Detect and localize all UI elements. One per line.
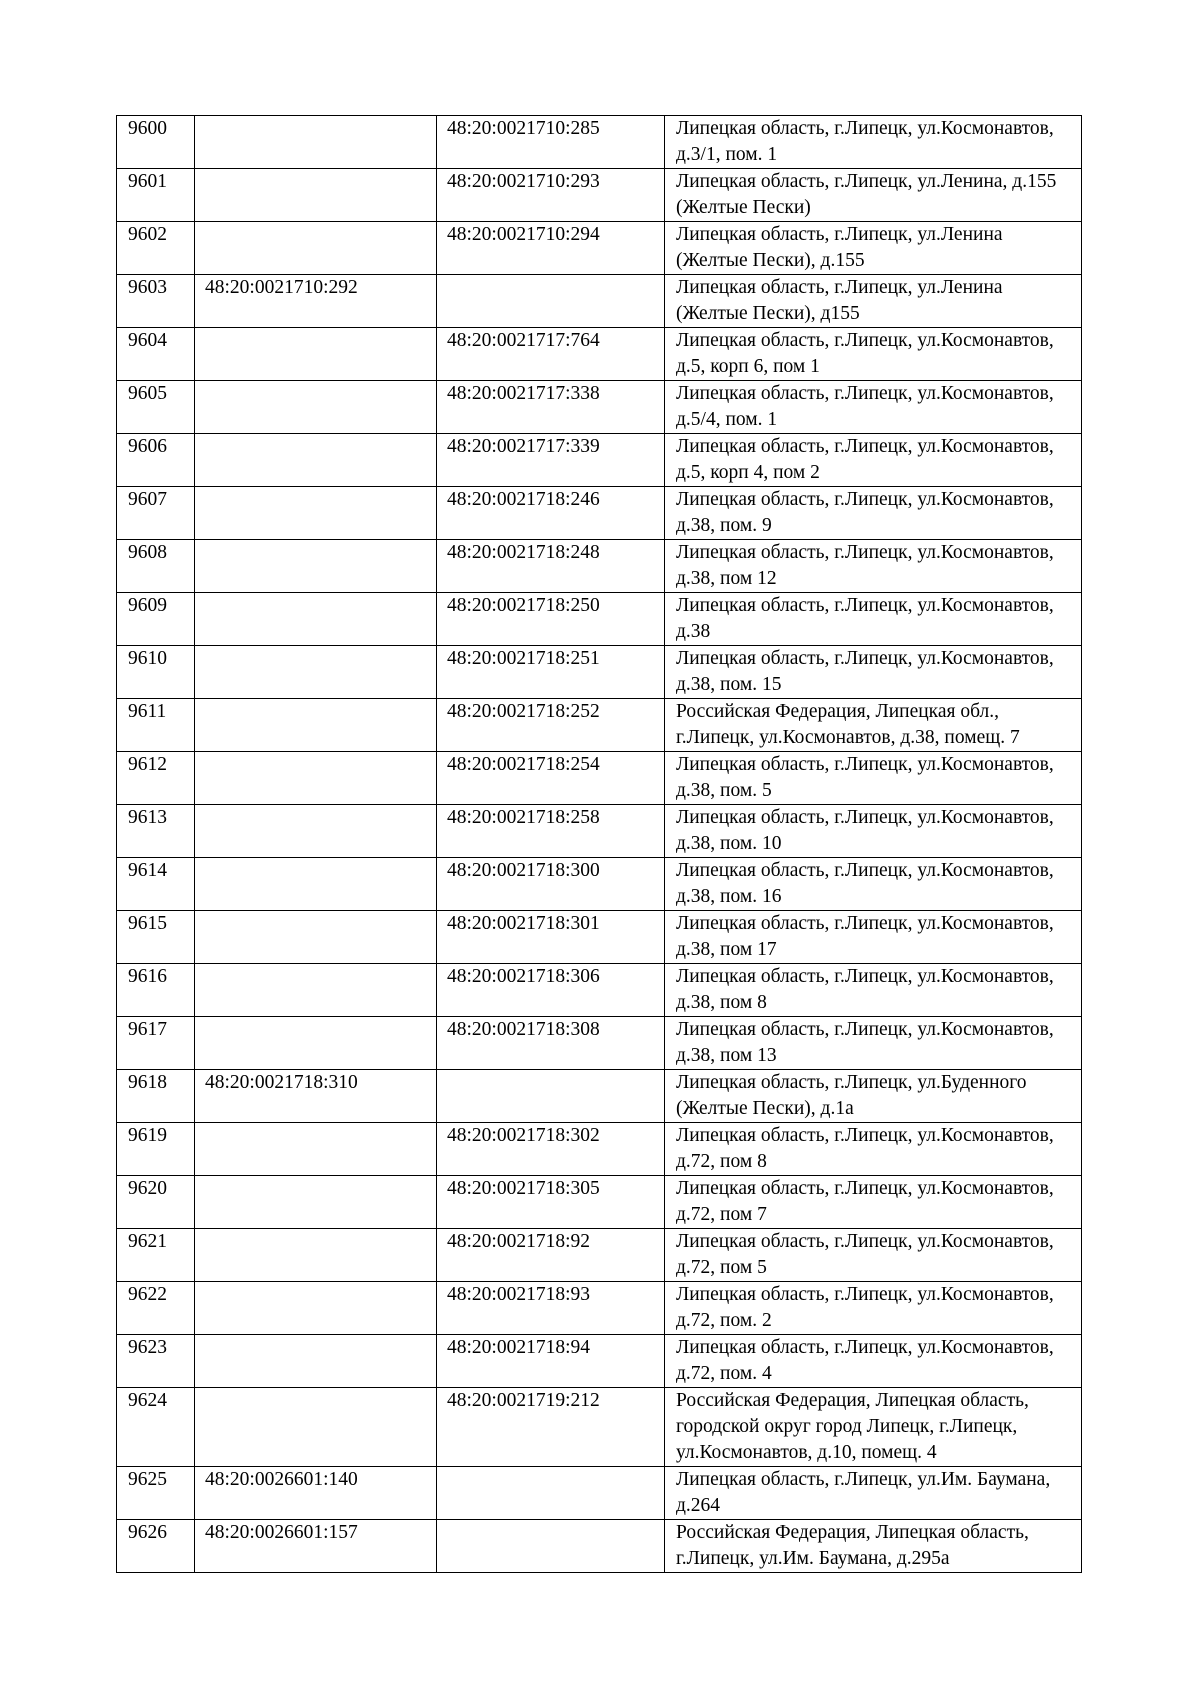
table-row: [117, 1467, 1082, 1520]
row-number-cell: 9620: [117, 1176, 195, 1229]
table-row: [117, 169, 1082, 222]
row-number-cell: 9619: [117, 1123, 195, 1176]
address-cell: Липецкая область, г.Липецк, ул.Им. Баумана, д.264: [665, 1467, 1082, 1520]
row-number-cell: 9617: [117, 1017, 195, 1070]
row-number-cell: 9604: [117, 328, 195, 381]
address-cell: Липецкая область, г.Липецк, ул.Космонавтов, д.38, пом. 15: [665, 646, 1082, 699]
address-cell: Липецкая область, г.Липецк, ул.Космонавтов, д.72, пом. 4: [665, 1335, 1082, 1388]
row-number-cell: 9605: [117, 381, 195, 434]
row-number-cell: 9610: [117, 646, 195, 699]
table-row: [117, 1070, 1082, 1123]
cadastral-number-land-cell: [195, 646, 437, 699]
address-cell: Российская Федерация, Липецкая область, г.Липецк, ул.Им. Баумана, д.295а: [665, 1520, 1082, 1573]
cadastral-number-land-cell: [195, 1282, 437, 1335]
cadastral-number-land-cell: [195, 858, 437, 911]
row-number-cell: 9606: [117, 434, 195, 487]
address-cell: Липецкая область, г.Липецк, ул.Космонавтов, д.72, пом 7: [665, 1176, 1082, 1229]
cadastral-number-land-cell: [195, 434, 437, 487]
cadastral-number-premises-cell: [437, 275, 665, 328]
cadastral-number-premises-cell: 48:20:0021717:338: [437, 381, 665, 434]
row-number-cell: 9612: [117, 752, 195, 805]
table-row: [117, 1388, 1082, 1467]
address-cell: Липецкая область, г.Липецк, ул.Космонавтов, д.38: [665, 593, 1082, 646]
row-number-cell: 9609: [117, 593, 195, 646]
table-row: [117, 911, 1082, 964]
table-row: [117, 752, 1082, 805]
row-number-cell: 9603: [117, 275, 195, 328]
address-cell: Липецкая область, г.Липецк, ул.Ленина (Желтые Пески), д.155: [665, 222, 1082, 275]
row-number-cell: 9615: [117, 911, 195, 964]
cadastral-number-premises-cell: 48:20:0021718:254: [437, 752, 665, 805]
table-row: [117, 434, 1082, 487]
cadastral-number-premises-cell: 48:20:0021718:305: [437, 1176, 665, 1229]
cadastral-number-premises-cell: 48:20:0021710:293: [437, 169, 665, 222]
row-number-cell: 9621: [117, 1229, 195, 1282]
address-cell: Российская Федерация, Липецкая обл., г.Липецк, ул.Космонавтов, д.38, помещ. 7: [665, 699, 1082, 752]
table-row: [117, 222, 1082, 275]
table-row: [117, 116, 1082, 169]
table-row: [117, 1176, 1082, 1229]
registry-table-body: [117, 116, 1082, 1573]
cadastral-number-land-cell: [195, 1335, 437, 1388]
address-cell: Липецкая область, г.Липецк, ул.Космонавтов, д.72, пом. 2: [665, 1282, 1082, 1335]
table-row: [117, 1229, 1082, 1282]
address-cell: Липецкая область, г.Липецк, ул.Ленина (Желтые Пески), д155: [665, 275, 1082, 328]
cadastral-number-premises-cell: 48:20:0021718:246: [437, 487, 665, 540]
cadastral-number-premises-cell: [437, 1070, 665, 1123]
cadastral-number-land-cell: [195, 699, 437, 752]
row-number-cell: 9625: [117, 1467, 195, 1520]
row-number-cell: 9626: [117, 1520, 195, 1573]
cadastral-number-premises-cell: 48:20:0021718:306: [437, 964, 665, 1017]
address-cell: Липецкая область, г.Липецк, ул.Космонавтов, д.38, пом. 9: [665, 487, 1082, 540]
cadastral-number-land-cell: [195, 1388, 437, 1467]
cadastral-number-premises-cell: 48:20:0021710:285: [437, 116, 665, 169]
cadastral-number-premises-cell: 48:20:0021718:252: [437, 699, 665, 752]
cadastral-number-land-cell: 48:20:0026601:157: [195, 1520, 437, 1573]
table-row: [117, 699, 1082, 752]
cadastral-number-land-cell: [195, 911, 437, 964]
cadastral-number-land-cell: 48:20:0021710:292: [195, 275, 437, 328]
cadastral-number-land-cell: [195, 593, 437, 646]
cadastral-number-land-cell: [195, 1123, 437, 1176]
cadastral-number-premises-cell: 48:20:0021718:301: [437, 911, 665, 964]
cadastral-number-land-cell: [195, 222, 437, 275]
table-row: [117, 593, 1082, 646]
row-number-cell: 9608: [117, 540, 195, 593]
cadastral-number-land-cell: [195, 964, 437, 1017]
cadastral-number-land-cell: [195, 1229, 437, 1282]
row-number-cell: 9602: [117, 222, 195, 275]
table-row: [117, 1282, 1082, 1335]
address-cell: Липецкая область, г.Липецк, ул.Космонавтов, д.38, пом 17: [665, 911, 1082, 964]
row-number-cell: 9616: [117, 964, 195, 1017]
cadastral-number-premises-cell: 48:20:0021718:308: [437, 1017, 665, 1070]
table-row: [117, 381, 1082, 434]
cadastral-number-premises-cell: 48:20:0021710:294: [437, 222, 665, 275]
row-number-cell: 9624: [117, 1388, 195, 1467]
cadastral-number-premises-cell: 48:20:0021718:93: [437, 1282, 665, 1335]
cadastral-number-premises-cell: 48:20:0021718:251: [437, 646, 665, 699]
address-cell: Липецкая область, г.Липецк, ул.Космонавтов, д.3/1, пом. 1: [665, 116, 1082, 169]
address-cell: Липецкая область, г.Липецк, ул.Космонавтов, д.72, пом 5: [665, 1229, 1082, 1282]
address-cell: Липецкая область, г.Липецк, ул.Ленина, д.155 (Желтые Пески): [665, 169, 1082, 222]
cadastral-number-land-cell: [195, 381, 437, 434]
address-cell: Липецкая область, г.Липецк, ул.Буденного (Желтые Пески), д.1а: [665, 1070, 1082, 1123]
row-number-cell: 9623: [117, 1335, 195, 1388]
cadastral-number-land-cell: [195, 540, 437, 593]
table-row: [117, 964, 1082, 1017]
address-cell: Липецкая область, г.Липецк, ул.Космонавтов, д.5, корп 6, пом 1: [665, 328, 1082, 381]
table-row: [117, 1017, 1082, 1070]
address-cell: Липецкая область, г.Липецк, ул.Космонавтов, д.38, пом. 10: [665, 805, 1082, 858]
row-number-cell: 9613: [117, 805, 195, 858]
cadastral-number-premises-cell: [437, 1520, 665, 1573]
cadastral-number-premises-cell: [437, 1467, 665, 1520]
address-cell: Липецкая область, г.Липецк, ул.Космонавтов, д.38, пом. 16: [665, 858, 1082, 911]
address-cell: Липецкая область, г.Липецк, ул.Космонавтов, д.5, корп 4, пом 2: [665, 434, 1082, 487]
address-cell: Липецкая область, г.Липецк, ул.Космонавтов, д.5/4, пом. 1: [665, 381, 1082, 434]
cadastral-number-land-cell: 48:20:0021718:310: [195, 1070, 437, 1123]
address-cell: Липецкая область, г.Липецк, ул.Космонавтов, д.72, пом 8: [665, 1123, 1082, 1176]
table-row: [117, 1123, 1082, 1176]
table-row: [117, 328, 1082, 381]
row-number-cell: 9611: [117, 699, 195, 752]
address-cell: Российская Федерация, Липецкая область, городской округ город Липецк, г.Липецк, ул.Космонавтов, д.10, помещ. 4: [665, 1388, 1082, 1467]
row-number-cell: 9622: [117, 1282, 195, 1335]
cadastral-number-premises-cell: 48:20:0021718:248: [437, 540, 665, 593]
cadastral-number-land-cell: [195, 328, 437, 381]
registry-table: [116, 115, 1082, 1573]
cadastral-number-land-cell: [195, 752, 437, 805]
table-row: [117, 805, 1082, 858]
row-number-cell: 9601: [117, 169, 195, 222]
table-row: [117, 646, 1082, 699]
cadastral-number-land-cell: [195, 487, 437, 540]
cadastral-number-premises-cell: 48:20:0021718:302: [437, 1123, 665, 1176]
row-number-cell: 9614: [117, 858, 195, 911]
cadastral-number-land-cell: [195, 169, 437, 222]
cadastral-number-land-cell: [195, 1017, 437, 1070]
cadastral-number-premises-cell: 48:20:0021717:764: [437, 328, 665, 381]
table-row: [117, 1520, 1082, 1573]
cadastral-number-premises-cell: 48:20:0021718:258: [437, 805, 665, 858]
cadastral-number-premises-cell: 48:20:0021718:250: [437, 593, 665, 646]
address-cell: Липецкая область, г.Липецк, ул.Космонавтов, д.38, пом. 5: [665, 752, 1082, 805]
cadastral-number-land-cell: [195, 805, 437, 858]
row-number-cell: 9607: [117, 487, 195, 540]
cadastral-number-premises-cell: 48:20:0021718:300: [437, 858, 665, 911]
cadastral-number-land-cell: 48:20:0026601:140: [195, 1467, 437, 1520]
row-number-cell: 9618: [117, 1070, 195, 1123]
address-cell: Липецкая область, г.Липецк, ул.Космонавтов, д.38, пом 8: [665, 964, 1082, 1017]
address-cell: Липецкая область, г.Липецк, ул.Космонавтов, д.38, пом 12: [665, 540, 1082, 593]
table-row: [117, 487, 1082, 540]
row-number-cell: 9600: [117, 116, 195, 169]
cadastral-number-premises-cell: 48:20:0021717:339: [437, 434, 665, 487]
table-row: [117, 275, 1082, 328]
cadastral-number-premises-cell: 48:20:0021718:92: [437, 1229, 665, 1282]
address-cell: Липецкая область, г.Липецк, ул.Космонавтов, д.38, пом 13: [665, 1017, 1082, 1070]
cadastral-number-premises-cell: 48:20:0021719:212: [437, 1388, 665, 1467]
table-row: [117, 858, 1082, 911]
cadastral-number-land-cell: [195, 1176, 437, 1229]
cadastral-number-land-cell: [195, 116, 437, 169]
table-row: [117, 1335, 1082, 1388]
cadastral-number-premises-cell: 48:20:0021718:94: [437, 1335, 665, 1388]
table-row: [117, 540, 1082, 593]
